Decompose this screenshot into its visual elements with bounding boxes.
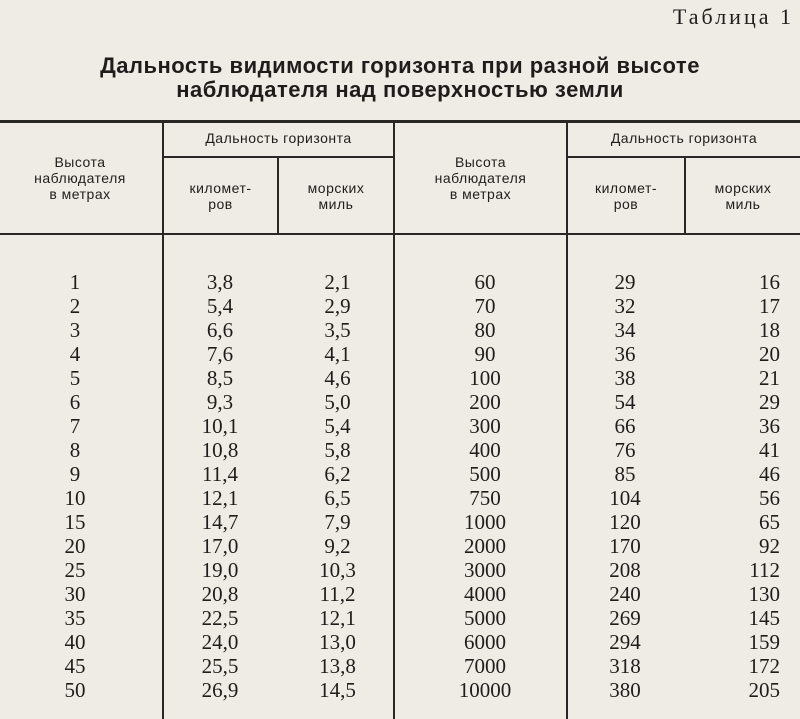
table-cell: 41 xyxy=(759,438,780,462)
table-cell: 25,5 xyxy=(201,654,239,678)
table-cell: 6000 xyxy=(464,630,506,654)
table-cell: 32 xyxy=(614,294,636,318)
table-cell: 7,6 xyxy=(206,342,234,366)
table-cell: 3000 xyxy=(464,558,506,582)
table-cell: 500 xyxy=(469,462,501,486)
table-cell: 112 xyxy=(749,558,780,582)
table-cell: 56 xyxy=(759,486,780,510)
table-cell: 54 xyxy=(614,390,636,414)
table-title xyxy=(0,54,800,102)
table-cell: 130 xyxy=(748,582,780,606)
table-cell: 3 xyxy=(69,318,81,342)
table-cell: 208 xyxy=(609,558,641,582)
header-height-right: Высота наблюдателя в метрах xyxy=(434,154,527,202)
table-cell: 22,5 xyxy=(201,606,239,630)
table-cell: 11,4 xyxy=(202,462,238,486)
table-cell: 5,4 xyxy=(206,294,234,318)
table-cell: 15 xyxy=(64,510,86,534)
table-cell: 9,3 xyxy=(206,390,234,414)
table-cell: 205 xyxy=(748,678,780,702)
table-cell: 104 xyxy=(609,486,641,510)
table-cell: 30 xyxy=(64,582,86,606)
table-cell: 29 xyxy=(614,270,636,294)
table-cell: 750 xyxy=(469,486,501,510)
table-cell: 380 xyxy=(609,678,641,702)
table-cell: 145 xyxy=(748,606,780,630)
table-cell: 18 xyxy=(759,318,780,342)
table-cell: 7,9 xyxy=(324,510,351,534)
header-km-right: километ- ров xyxy=(594,180,658,212)
table-cell: 6,6 xyxy=(206,318,234,342)
header-nm-right: морских миль xyxy=(714,180,772,212)
table-cell: 66 xyxy=(614,414,636,438)
table-cell: 50 xyxy=(64,678,86,702)
table-cell: 13,0 xyxy=(319,630,356,654)
table-cell: 1000 xyxy=(464,510,506,534)
table-cell: 7 xyxy=(69,414,81,438)
table-cell: 2 xyxy=(69,294,81,318)
table-cell: 19,0 xyxy=(201,558,239,582)
table-cell: 12,1 xyxy=(319,606,356,630)
table-cell: 8,5 xyxy=(206,366,234,390)
header-bottom-rule xyxy=(0,233,800,235)
table-cell: 4,6 xyxy=(324,366,351,390)
table-cell: 4 xyxy=(69,342,81,366)
table-cell: 14,7 xyxy=(201,510,239,534)
table-cell: 70 xyxy=(474,294,496,318)
table-cell: 20,8 xyxy=(201,582,239,606)
column-nm-right xyxy=(720,270,780,702)
table-cell: 318 xyxy=(609,654,641,678)
table-cell: 35 xyxy=(64,606,86,630)
table-cell: 46 xyxy=(759,462,780,486)
table-cell: 269 xyxy=(609,606,641,630)
table-cell: 300 xyxy=(469,414,501,438)
column-km-right xyxy=(580,270,670,702)
table-cell: 120 xyxy=(609,510,641,534)
column-km-left xyxy=(185,270,255,702)
table-cell: 10,3 xyxy=(319,558,356,582)
column-divider xyxy=(162,123,164,719)
table-cell: 13,8 xyxy=(319,654,356,678)
table-cell: 10,8 xyxy=(201,438,239,462)
table-cell: 17,0 xyxy=(201,534,239,558)
title-line-2: наблюдателя над поверхностью земли xyxy=(176,77,624,102)
group-header-rule xyxy=(568,156,800,158)
table-cell: 5,0 xyxy=(324,390,351,414)
table-cell: 21 xyxy=(759,366,780,390)
table-cell: 9 xyxy=(69,462,81,486)
table-cell: 80 xyxy=(474,318,496,342)
table-top-rule xyxy=(0,120,800,123)
table-cell: 36 xyxy=(614,342,636,366)
table-cell: 20 xyxy=(64,534,86,558)
table-cell: 10000 xyxy=(458,678,512,702)
table-cell: 45 xyxy=(64,654,86,678)
column-height-left xyxy=(10,270,140,702)
title-line-1: Дальность видимости горизонта при разной высоте xyxy=(100,53,700,78)
column-divider xyxy=(393,123,395,719)
header-height-left: Высота наблюдателя в метрах xyxy=(34,154,126,202)
table-cell: 26,9 xyxy=(201,678,239,702)
group-header-rule xyxy=(164,156,393,158)
table-cell: 200 xyxy=(469,390,501,414)
table-cell: 3,8 xyxy=(206,270,234,294)
header-horizon-range-left: Дальность горизонта xyxy=(205,130,352,146)
table-cell: 2000 xyxy=(464,534,506,558)
table-cell: 2,1 xyxy=(324,270,351,294)
column-height-right xyxy=(400,270,570,702)
table-cell: 20 xyxy=(759,342,780,366)
table-cell: 25 xyxy=(64,558,86,582)
table-cell: 100 xyxy=(469,366,501,390)
table-cell: 1 xyxy=(69,270,81,294)
table-label: Таблица 1 xyxy=(672,4,794,29)
table-cell: 24,0 xyxy=(201,630,239,654)
header-horizon-range-right: Дальность горизонта xyxy=(610,130,758,146)
table-cell: 65 xyxy=(759,510,780,534)
table-cell: 6 xyxy=(69,390,81,414)
column-nm-left xyxy=(305,270,370,702)
table-cell: 10 xyxy=(64,486,86,510)
table-cell: 5 xyxy=(69,366,81,390)
table-cell: 76 xyxy=(614,438,636,462)
table-cell: 14,5 xyxy=(319,678,356,702)
table-cell: 10,1 xyxy=(201,414,239,438)
table-cell: 17 xyxy=(759,294,780,318)
table-cell: 7000 xyxy=(464,654,506,678)
header-km-left: километ- ров xyxy=(189,180,252,212)
table-cell: 240 xyxy=(609,582,641,606)
table-cell: 400 xyxy=(469,438,501,462)
table-cell: 170 xyxy=(609,534,641,558)
table-cell: 6,2 xyxy=(324,462,351,486)
table-cell: 4000 xyxy=(464,582,506,606)
table-cell: 29 xyxy=(759,390,780,414)
table-cell: 8 xyxy=(69,438,81,462)
table-cell: 11,2 xyxy=(319,582,356,606)
table-cell: 16 xyxy=(759,270,780,294)
table-cell: 40 xyxy=(64,630,86,654)
table-cell: 172 xyxy=(748,654,780,678)
table-cell: 5000 xyxy=(464,606,506,630)
table-cell: 60 xyxy=(474,270,496,294)
header-nm-left: морских миль xyxy=(307,180,365,212)
table-cell: 38 xyxy=(614,366,636,390)
table-cell: 9,2 xyxy=(324,534,351,558)
table-cell: 5,4 xyxy=(324,414,351,438)
table-cell: 85 xyxy=(614,462,636,486)
table-cell: 3,5 xyxy=(324,318,351,342)
table-cell: 36 xyxy=(759,414,780,438)
table-cell: 294 xyxy=(609,630,641,654)
table-cell: 2,9 xyxy=(324,294,351,318)
table-cell: 34 xyxy=(614,318,636,342)
table-cell: 90 xyxy=(474,342,496,366)
table-cell: 12,1 xyxy=(201,486,239,510)
table-cell: 159 xyxy=(748,630,780,654)
table-cell: 5,8 xyxy=(324,438,351,462)
table-cell: 4,1 xyxy=(324,342,351,366)
table-cell: 6,5 xyxy=(324,486,351,510)
table-cell: 92 xyxy=(759,534,780,558)
